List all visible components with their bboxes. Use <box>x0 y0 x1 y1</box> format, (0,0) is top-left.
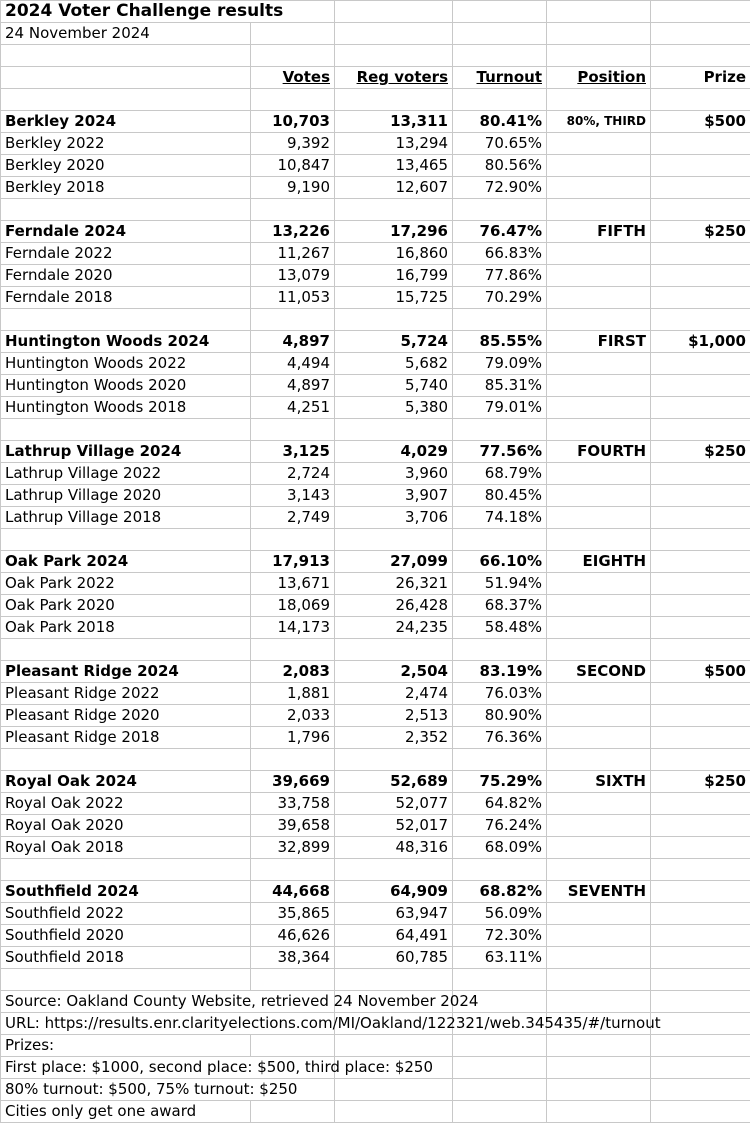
turnout-cell: 70.65% <box>453 133 547 155</box>
votes-cell: 2,033 <box>251 705 335 727</box>
position-cell <box>547 573 651 595</box>
position-cell <box>547 133 651 155</box>
votes-cell: 4,494 <box>251 353 335 375</box>
prize-cell <box>651 705 750 727</box>
position-cell <box>547 265 651 287</box>
turnout-cell: 76.24% <box>453 815 547 837</box>
city-name: Pleasant Ridge 2020 <box>1 705 251 727</box>
reg-voters-cell: 16,799 <box>335 265 453 287</box>
turnout-cell: 77.86% <box>453 265 547 287</box>
prize-header: Prize <box>651 67 750 89</box>
prize-cell <box>651 265 750 287</box>
reg-voters-cell: 63,947 <box>335 903 453 925</box>
prize-cell <box>651 463 750 485</box>
position-cell <box>547 287 651 309</box>
prize-cell: $250 <box>651 441 750 463</box>
city-name: Royal Oak 2022 <box>1 793 251 815</box>
city-name: Southfield 2022 <box>1 903 251 925</box>
position-cell: FIFTH <box>547 221 651 243</box>
city-row-current <box>1 221 750 243</box>
prize-cell <box>651 793 750 815</box>
url-note: URL: https://results.enr.clarityelections.com/MI/Oakland/122321/web.345435/#/turnout <box>1 1013 251 1035</box>
header-row <box>1 67 750 89</box>
position-cell <box>547 903 651 925</box>
reg-voters-cell: 15,725 <box>335 287 453 309</box>
prize-cell <box>651 397 750 419</box>
spacer-row <box>1 89 750 111</box>
turnout-cell: 76.03% <box>453 683 547 705</box>
reg-voters-cell: 2,474 <box>335 683 453 705</box>
reg-voters-cell: 3,960 <box>335 463 453 485</box>
position-cell: SECOND <box>547 661 651 683</box>
position-cell <box>547 507 651 529</box>
position-cell: SEVENTH <box>547 881 651 903</box>
city-name: Huntington Woods 2024 <box>1 331 251 353</box>
city-name: Oak Park 2018 <box>1 617 251 639</box>
votes-cell: 3,143 <box>251 485 335 507</box>
city-row-history <box>1 903 750 925</box>
votes-cell: 1,796 <box>251 727 335 749</box>
position-cell <box>547 815 651 837</box>
turnout-cell: 56.09% <box>453 903 547 925</box>
city-name: Ferndale 2018 <box>1 287 251 309</box>
city-row-history <box>1 265 750 287</box>
city-row-current <box>1 441 750 463</box>
city-row-history <box>1 705 750 727</box>
reg-voters-cell: 2,352 <box>335 727 453 749</box>
prize-cell <box>651 573 750 595</box>
votes-cell: 44,668 <box>251 881 335 903</box>
turnout-cell: 80.45% <box>453 485 547 507</box>
reg-voters-cell: 3,907 <box>335 485 453 507</box>
turnout-cell: 79.09% <box>453 353 547 375</box>
votes-cell: 4,897 <box>251 331 335 353</box>
prize-cell <box>651 133 750 155</box>
votes-cell: 2,749 <box>251 507 335 529</box>
prize-cell <box>651 903 750 925</box>
reg-voters-cell: 12,607 <box>335 177 453 199</box>
turnout-cell: 80.41% <box>453 111 547 133</box>
city-name: Oak Park 2020 <box>1 595 251 617</box>
votes-cell: 10,847 <box>251 155 335 177</box>
city-name: Huntington Woods 2018 <box>1 397 251 419</box>
city-row-history <box>1 947 750 969</box>
city-row-current <box>1 661 750 683</box>
prize-cell <box>651 683 750 705</box>
city-name: Berkley 2020 <box>1 155 251 177</box>
city-row-current <box>1 331 750 353</box>
prize-cell <box>651 551 750 573</box>
votes-cell: 3,125 <box>251 441 335 463</box>
reg-voters-cell: 64,491 <box>335 925 453 947</box>
spacer-row <box>1 749 750 771</box>
reg-voters-cell: 60,785 <box>335 947 453 969</box>
prizes-label: Prizes: <box>1 1035 251 1057</box>
city-row-history <box>1 507 750 529</box>
city-row-current <box>1 551 750 573</box>
turnout-cell: 63.11% <box>453 947 547 969</box>
city-row-history <box>1 287 750 309</box>
reg-voters-cell: 3,706 <box>335 507 453 529</box>
prize-cell <box>651 507 750 529</box>
votes-cell: 17,913 <box>251 551 335 573</box>
city-row-current <box>1 881 750 903</box>
position-cell: 80%, THIRD <box>547 111 651 133</box>
turnout-cell: 68.79% <box>453 463 547 485</box>
position-cell <box>547 375 651 397</box>
spacer-row <box>1 309 750 331</box>
votes-cell: 13,079 <box>251 265 335 287</box>
one-award-note: Cities only get one award <box>1 1101 251 1123</box>
turnout-cell: 66.10% <box>453 551 547 573</box>
city-row-history <box>1 727 750 749</box>
reg-voters-cell: 48,316 <box>335 837 453 859</box>
reg-voters-cell: 5,380 <box>335 397 453 419</box>
page-title: 2024 Voter Challenge results <box>1 1 251 23</box>
votes-cell: 10,703 <box>251 111 335 133</box>
turnout-header: Turnout <box>453 67 547 89</box>
reg-voters-cell: 5,724 <box>335 331 453 353</box>
votes-cell: 13,671 <box>251 573 335 595</box>
spacer-row <box>1 859 750 881</box>
position-cell: FIRST <box>547 331 651 353</box>
prize-cell: $500 <box>651 661 750 683</box>
reg-voters-cell: 24,235 <box>335 617 453 639</box>
turnout-cell: 68.37% <box>453 595 547 617</box>
city-row-history <box>1 617 750 639</box>
position-cell <box>547 397 651 419</box>
turnout-cell: 72.90% <box>453 177 547 199</box>
spacer-row <box>1 969 750 991</box>
votes-cell: 11,267 <box>251 243 335 265</box>
city-name: Pleasant Ridge 2022 <box>1 683 251 705</box>
prize-cell <box>651 925 750 947</box>
report-date: 24 November 2024 <box>1 23 251 45</box>
city-name: Huntington Woods 2022 <box>1 353 251 375</box>
city-name: Oak Park 2024 <box>1 551 251 573</box>
turnout-cell: 85.55% <box>453 331 547 353</box>
reg-voters-cell: 26,428 <box>335 595 453 617</box>
reg-voters-cell: 2,513 <box>335 705 453 727</box>
turnout-cell: 68.09% <box>453 837 547 859</box>
votes-cell: 9,392 <box>251 133 335 155</box>
votes-header: Votes <box>251 67 335 89</box>
turnout-cell: 68.82% <box>453 881 547 903</box>
city-row-history <box>1 595 750 617</box>
prize-cell <box>651 177 750 199</box>
city-row-history <box>1 925 750 947</box>
votes-cell: 33,758 <box>251 793 335 815</box>
votes-cell: 1,881 <box>251 683 335 705</box>
prize-cell <box>651 353 750 375</box>
votes-cell: 2,724 <box>251 463 335 485</box>
position-cell <box>547 925 651 947</box>
city-name: Huntington Woods 2020 <box>1 375 251 397</box>
turnout-cell: 76.36% <box>453 727 547 749</box>
city-row-current <box>1 111 750 133</box>
city-name: Pleasant Ridge 2018 <box>1 727 251 749</box>
city-row-history <box>1 683 750 705</box>
reg-voters-header: Reg voters <box>335 67 453 89</box>
position-cell <box>547 353 651 375</box>
turnout-cell: 51.94% <box>453 573 547 595</box>
city-row-history <box>1 815 750 837</box>
city-row-history <box>1 397 750 419</box>
places-note: First place: $1000, second place: $500, third place: $250 <box>1 1057 251 1079</box>
position-cell <box>547 793 651 815</box>
prize-cell: $1,000 <box>651 331 750 353</box>
position-header: Position <box>547 67 651 89</box>
reg-voters-cell: 52,077 <box>335 793 453 815</box>
votes-cell: 9,190 <box>251 177 335 199</box>
city-name: Berkley 2018 <box>1 177 251 199</box>
city-name: Ferndale 2020 <box>1 265 251 287</box>
city-name: Lathrup Village 2020 <box>1 485 251 507</box>
prize-cell: $250 <box>651 221 750 243</box>
city-name: Berkley 2022 <box>1 133 251 155</box>
position-cell <box>547 595 651 617</box>
prize-cell <box>651 837 750 859</box>
spacer-row <box>1 419 750 441</box>
reg-voters-cell: 52,017 <box>335 815 453 837</box>
city-row-history <box>1 177 750 199</box>
city-row-history <box>1 243 750 265</box>
turnout-cell: 83.19% <box>453 661 547 683</box>
reg-voters-cell: 5,740 <box>335 375 453 397</box>
city-name: Royal Oak 2024 <box>1 771 251 793</box>
city-name: Lathrup Village 2018 <box>1 507 251 529</box>
position-cell <box>547 177 651 199</box>
city-row-history <box>1 793 750 815</box>
turnout-cell: 70.29% <box>453 287 547 309</box>
spacer-row <box>1 199 750 221</box>
turnout-cell: 80.56% <box>453 155 547 177</box>
reg-voters-cell: 13,465 <box>335 155 453 177</box>
votes-cell: 35,865 <box>251 903 335 925</box>
position-cell <box>547 485 651 507</box>
votes-cell: 2,083 <box>251 661 335 683</box>
votes-cell: 39,669 <box>251 771 335 793</box>
reg-voters-cell: 5,682 <box>335 353 453 375</box>
position-cell <box>547 155 651 177</box>
reg-voters-cell: 52,689 <box>335 771 453 793</box>
position-cell <box>547 683 651 705</box>
prize-cell <box>651 727 750 749</box>
position-cell <box>547 837 651 859</box>
spacer-row <box>1 529 750 551</box>
prize-cell: $250 <box>651 771 750 793</box>
turnout-cell: 74.18% <box>453 507 547 529</box>
turnout-prizes-note: 80% turnout: $500, 75% turnout: $250 <box>1 1079 251 1101</box>
city-row-current <box>1 771 750 793</box>
prize-cell <box>651 595 750 617</box>
votes-cell: 11,053 <box>251 287 335 309</box>
reg-voters-cell: 4,029 <box>335 441 453 463</box>
turnout-cell: 77.56% <box>453 441 547 463</box>
city-row-history <box>1 485 750 507</box>
city-row-history <box>1 155 750 177</box>
prize-cell <box>651 947 750 969</box>
reg-voters-cell: 2,504 <box>335 661 453 683</box>
turnout-cell: 76.47% <box>453 221 547 243</box>
prize-cell <box>651 617 750 639</box>
city-name: Ferndale 2022 <box>1 243 251 265</box>
position-cell <box>547 727 651 749</box>
city-name: Southfield 2024 <box>1 881 251 903</box>
turnout-cell: 85.31% <box>453 375 547 397</box>
reg-voters-cell: 17,296 <box>335 221 453 243</box>
votes-cell: 14,173 <box>251 617 335 639</box>
city-name: Ferndale 2024 <box>1 221 251 243</box>
turnout-cell: 58.48% <box>453 617 547 639</box>
prize-cell <box>651 815 750 837</box>
position-cell: FOURTH <box>547 441 651 463</box>
city-name: Oak Park 2022 <box>1 573 251 595</box>
votes-cell: 39,658 <box>251 815 335 837</box>
city-row-history <box>1 353 750 375</box>
prize-cell <box>651 243 750 265</box>
prize-cell: $500 <box>651 111 750 133</box>
votes-cell: 38,364 <box>251 947 335 969</box>
turnout-cell: 66.83% <box>453 243 547 265</box>
reg-voters-cell: 64,909 <box>335 881 453 903</box>
spacer-row <box>1 639 750 661</box>
city-name: Lathrup Village 2022 <box>1 463 251 485</box>
reg-voters-cell: 13,294 <box>335 133 453 155</box>
position-cell: EIGHTH <box>547 551 651 573</box>
position-cell <box>547 947 651 969</box>
city-row-history <box>1 133 750 155</box>
turnout-cell: 79.01% <box>453 397 547 419</box>
reg-voters-cell: 13,311 <box>335 111 453 133</box>
prize-cell <box>651 155 750 177</box>
turnout-cell: 72.30% <box>453 925 547 947</box>
reg-voters-cell: 26,321 <box>335 573 453 595</box>
votes-cell: 4,897 <box>251 375 335 397</box>
position-cell <box>547 617 651 639</box>
prize-cell <box>651 881 750 903</box>
city-row-history <box>1 463 750 485</box>
city-name: Royal Oak 2018 <box>1 837 251 859</box>
city-row-history <box>1 573 750 595</box>
reg-voters-cell: 27,099 <box>335 551 453 573</box>
votes-cell: 46,626 <box>251 925 335 947</box>
turnout-cell: 80.90% <box>453 705 547 727</box>
votes-cell: 32,899 <box>251 837 335 859</box>
position-cell <box>547 243 651 265</box>
position-cell: SIXTH <box>547 771 651 793</box>
city-name: Pleasant Ridge 2024 <box>1 661 251 683</box>
prize-cell <box>651 287 750 309</box>
city-name: Lathrup Village 2024 <box>1 441 251 463</box>
votes-cell: 4,251 <box>251 397 335 419</box>
position-cell <box>547 705 651 727</box>
prize-cell <box>651 485 750 507</box>
prize-cell <box>651 375 750 397</box>
turnout-cell: 75.29% <box>453 771 547 793</box>
city-name: Southfield 2018 <box>1 947 251 969</box>
city-name: Berkley 2024 <box>1 111 251 133</box>
city-name: Southfield 2020 <box>1 925 251 947</box>
data-rows <box>1 89 750 991</box>
source-note: Source: Oakland County Website, retrieved 24 November 2024 <box>1 991 251 1013</box>
position-cell <box>547 463 651 485</box>
city-name: Royal Oak 2020 <box>1 815 251 837</box>
votes-cell: 18,069 <box>251 595 335 617</box>
votes-cell: 13,226 <box>251 221 335 243</box>
reg-voters-cell: 16,860 <box>335 243 453 265</box>
city-row-history <box>1 375 750 397</box>
turnout-cell: 64.82% <box>453 793 547 815</box>
city-row-history <box>1 837 750 859</box>
